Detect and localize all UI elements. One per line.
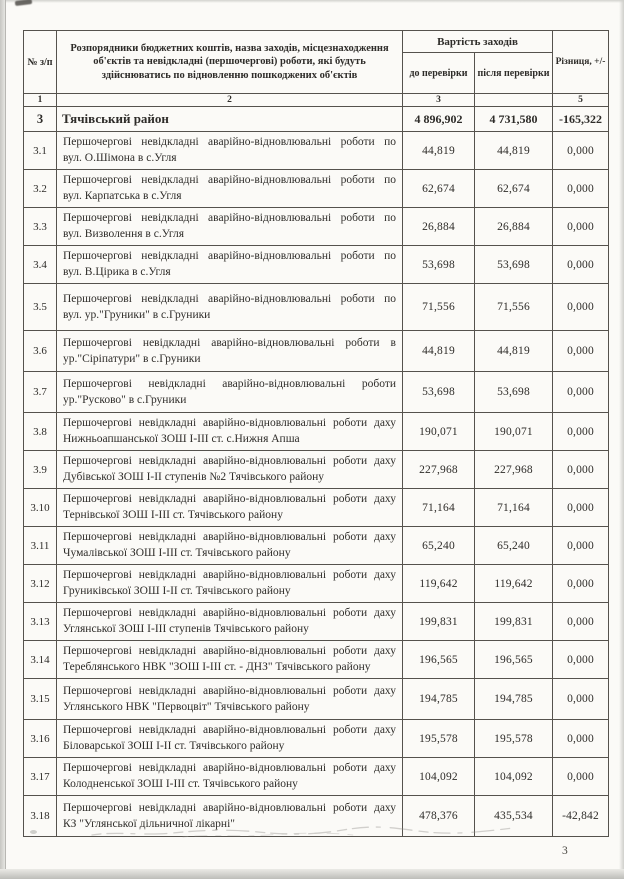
table-row xyxy=(24,372,609,413)
col-index-1: 1 xyxy=(24,94,57,107)
description-line-1: Першочергові невідкладні аварійно-відновлювальні роботи по xyxy=(63,212,396,224)
description-line-1: Першочергові невідкладні аварійно-відновлювальні роботи даху xyxy=(63,801,396,814)
section-difference: -165,322 xyxy=(553,107,609,132)
section-cost-before: 4 896,902 xyxy=(403,107,475,132)
table-row xyxy=(24,720,609,758)
cost-before: 71,164 xyxy=(403,489,475,527)
table-row xyxy=(24,603,609,641)
description-line-2: КЗ "Углянської дільничної лікарні" xyxy=(63,817,235,830)
row-description xyxy=(57,451,403,489)
cost-after: 195,578 xyxy=(475,720,553,758)
description-line-1: Першочергові невідкладні аварійно-відновлювальні роботи даху xyxy=(63,531,396,543)
table-row xyxy=(24,413,609,451)
description-line-2: ур."Русково" в с.Груники xyxy=(63,393,187,406)
header-col-difference: Різниця, +/- xyxy=(553,31,609,94)
row-description xyxy=(57,641,403,679)
row-description xyxy=(57,527,403,565)
row-description xyxy=(57,679,403,720)
cost-after: 104,092 xyxy=(475,758,553,796)
table-row xyxy=(24,489,609,527)
table-row xyxy=(24,758,609,796)
description-line-2: Груниківської ЗОШ І-ІІ ст. Тячівського району xyxy=(63,585,291,597)
description-line-1: Першочергові невідкладні аварійно-відновлювальні роботи по xyxy=(63,250,396,262)
section-number: 3 xyxy=(24,107,57,132)
page-number: 3 xyxy=(562,845,568,857)
cost-before: 119,642 xyxy=(403,565,475,603)
table-row xyxy=(24,170,609,208)
row-index: 3.14 xyxy=(24,641,57,679)
cost-after: 119,642 xyxy=(475,565,553,603)
row-description xyxy=(57,331,403,372)
budget-table xyxy=(23,30,609,837)
difference: 0,000 xyxy=(553,720,609,758)
table-row xyxy=(24,284,609,331)
description-line-1: Першочергові невідкладні аварійно-відновлювальні роботи даху xyxy=(63,645,396,657)
row-index: 3.7 xyxy=(24,372,57,413)
cost-before: 65,240 xyxy=(403,527,475,565)
cost-before: 195,578 xyxy=(403,720,475,758)
cost-before: 71,556 xyxy=(403,284,475,331)
difference: 0,000 xyxy=(553,527,609,565)
cost-after: 71,556 xyxy=(475,284,553,331)
cost-after: 44,819 xyxy=(475,331,553,372)
row-index: 3.10 xyxy=(24,489,57,527)
description-line-2: вул. Визволення в с.Угля xyxy=(63,228,184,240)
difference: 0,000 xyxy=(553,246,609,284)
description-line-1: Першочергові невідкладні аварійно-відновлювальні роботи даху xyxy=(63,569,396,581)
section-title: Тячівський район xyxy=(57,107,403,132)
description-line-1: Першочергові невідкладні аварійно-відновлювальні роботи по xyxy=(63,174,396,186)
row-index: 3.8 xyxy=(24,413,57,451)
header-cost-group: Вартість заходів xyxy=(403,31,553,53)
scan-edge-right xyxy=(619,0,624,879)
difference: 0,000 xyxy=(553,679,609,720)
description-line-1: Першочергові невідкладні аварійно-відновлювальні роботи даху xyxy=(63,684,396,697)
row-description xyxy=(57,284,403,331)
difference: 0,000 xyxy=(553,132,609,170)
description-line-1: Першочергові невідкладні аварійно-відновлювальні роботи по xyxy=(63,136,396,148)
table-row xyxy=(24,208,609,246)
cost-after: 71,164 xyxy=(475,489,553,527)
description-line-2: Углянської ЗОШ І-ІІІ ступенів Тячівського району xyxy=(63,623,309,635)
table-row xyxy=(24,641,609,679)
description-line-1: Першочергові невідкладні аварійно-відновлювальні роботи даху xyxy=(63,455,396,467)
row-index: 3.2 xyxy=(24,170,57,208)
row-description xyxy=(57,720,403,758)
cost-after: 435,534 xyxy=(475,796,553,837)
row-description xyxy=(57,132,403,170)
row-index: 3.16 xyxy=(24,720,57,758)
table-row xyxy=(24,565,609,603)
cost-before: 478,376 xyxy=(403,796,475,837)
description-line-1: Першочергові невідкладні аварійно-відновлювальні роботи даху xyxy=(63,607,396,619)
column-index-row xyxy=(24,94,609,107)
row-index: 3.1 xyxy=(24,132,57,170)
cost-before: 104,092 xyxy=(403,758,475,796)
header-col-num: № з/п xyxy=(24,31,57,94)
description-line-2: Колодненської ЗОШ І-ІІІ ст. Тячівського району xyxy=(63,778,298,790)
difference: 0,000 xyxy=(553,331,609,372)
difference: 0,000 xyxy=(553,284,609,331)
difference: 0,000 xyxy=(553,758,609,796)
difference: 0,000 xyxy=(553,565,609,603)
cost-before: 53,698 xyxy=(403,246,475,284)
scan-smudge-dot xyxy=(30,830,37,834)
scan-corner-mark xyxy=(15,0,32,6)
row-index: 3.12 xyxy=(24,565,57,603)
table-row xyxy=(24,527,609,565)
header-col-after: після перевірки xyxy=(475,53,553,94)
col-index-3: 3 xyxy=(403,94,475,107)
description-line-2: Чумалівської ЗОШ І-ІІІ ст. Тячівського району xyxy=(63,547,291,559)
description-line-1: Першочергові невідкладні аварійно-відновлювальні роботи даху xyxy=(63,724,396,736)
row-index: 3.3 xyxy=(24,208,57,246)
table-row xyxy=(24,331,609,372)
row-description xyxy=(57,372,403,413)
description-line-2: Углянського НВК "Первоцвіт" Тячівського району xyxy=(63,700,310,713)
cost-after: 44,819 xyxy=(475,132,553,170)
row-index: 3.11 xyxy=(24,527,57,565)
cost-before: 26,884 xyxy=(403,208,475,246)
description-line-1: Першочергові невідкладні аварійно-відновлювальні роботи даху xyxy=(63,493,396,505)
row-description xyxy=(57,565,403,603)
description-line-2: вул. ур."Груники" в с.Груники xyxy=(63,308,211,321)
scan-edge-bottom xyxy=(0,869,624,879)
scan-edge-line xyxy=(5,0,6,879)
row-index: 3.13 xyxy=(24,603,57,641)
cost-after: 62,674 xyxy=(475,170,553,208)
row-description xyxy=(57,758,403,796)
cost-after: 53,698 xyxy=(475,246,553,284)
table-row xyxy=(24,246,609,284)
description-line-1: Першочергові невідкладні аварійно-відновлювальні роботи даху xyxy=(63,762,396,774)
cost-before: 199,831 xyxy=(403,603,475,641)
section-cost-after: 4 731,580 xyxy=(475,107,553,132)
row-index: 3.17 xyxy=(24,758,57,796)
table-row xyxy=(24,132,609,170)
difference: 0,000 xyxy=(553,641,609,679)
cost-after: 53,698 xyxy=(475,372,553,413)
description-line-1: Першочергові невідкладні аварійно-відновлювальні роботи по xyxy=(63,292,396,305)
difference: -42,842 xyxy=(553,796,609,837)
row-index: 3.9 xyxy=(24,451,57,489)
description-line-2: Нижньоапшанської ЗОШ І-ІІІ ст. с.Нижня Апша xyxy=(63,433,300,445)
cost-after: 199,831 xyxy=(475,603,553,641)
row-description xyxy=(57,413,403,451)
scan-edge-top xyxy=(0,0,624,3)
cost-before: 44,819 xyxy=(403,331,475,372)
header-row-1 xyxy=(24,31,609,53)
row-index: 3.15 xyxy=(24,679,57,720)
row-description xyxy=(57,208,403,246)
description-line-2: Дубівської ЗОШ І-ІІ ступенів №2 Тячівського району xyxy=(63,471,325,483)
pencil-smudge xyxy=(88,823,518,841)
header-col-description: Розпорядники бюджетних коштів, назва заходів, місцезнаходження об'єктів та невідкладні (першочергові) роботи, які будуть здійснюватись по відновленню пошкоджених об'єктів xyxy=(57,31,403,94)
description-line-2: Біловарської ЗОШ І-ІІ ст. Тячівського району xyxy=(63,740,285,752)
cost-before: 227,968 xyxy=(403,451,475,489)
cost-before: 196,565 xyxy=(403,641,475,679)
description-line-2: вул. О.Шімона в с.Угля xyxy=(63,152,177,164)
row-description xyxy=(57,489,403,527)
col-index-5: 5 xyxy=(553,94,609,107)
description-line-1: Першочергові невідкладні аварійно-відновлювальні роботи xyxy=(63,377,396,390)
row-index: 3.18 xyxy=(24,796,57,837)
table-row xyxy=(24,451,609,489)
cost-before: 44,819 xyxy=(403,132,475,170)
row-index: 3.5 xyxy=(24,284,57,331)
description-line-1: Першочергові невідкладні аварійно-відновлювальні роботи даху xyxy=(63,417,396,429)
row-description xyxy=(57,246,403,284)
difference: 0,000 xyxy=(553,372,609,413)
description-line-2: вул. Карпатська в с.Угля xyxy=(63,190,182,202)
difference: 0,000 xyxy=(553,413,609,451)
cost-before: 190,071 xyxy=(403,413,475,451)
col-index-4 xyxy=(475,94,553,107)
description-line-2: ур."Сіріпатури" в с.Груники xyxy=(63,352,201,365)
header-col-before: до перевірки xyxy=(403,53,475,94)
description-line-2: Тереблянського НВК "ЗОШ І-ІІІ ст. - ДНЗ" Тячівського району xyxy=(63,661,371,673)
description-line-2: вул. В.Цірика в с.Угля xyxy=(63,266,171,278)
cost-after: 227,968 xyxy=(475,451,553,489)
cost-after: 26,884 xyxy=(475,208,553,246)
cost-before: 194,785 xyxy=(403,679,475,720)
col-index-2: 2 xyxy=(57,94,403,107)
row-description xyxy=(57,603,403,641)
description-line-1: Першочергові невідкладні аварійно-відновлювальні роботи в xyxy=(63,336,396,349)
difference: 0,000 xyxy=(553,208,609,246)
cost-after: 196,565 xyxy=(475,641,553,679)
cost-after: 65,240 xyxy=(475,527,553,565)
row-index: 3.4 xyxy=(24,246,57,284)
row-description xyxy=(57,170,403,208)
difference: 0,000 xyxy=(553,451,609,489)
difference: 0,000 xyxy=(553,603,609,641)
cost-after: 190,071 xyxy=(475,413,553,451)
difference: 0,000 xyxy=(553,489,609,527)
description-line-2: Тернівської ЗОШ І-ІІІ ст. Тячівського району xyxy=(63,509,283,521)
section-row xyxy=(24,107,609,132)
row-index: 3.6 xyxy=(24,331,57,372)
table-row xyxy=(24,679,609,720)
cost-before: 53,698 xyxy=(403,372,475,413)
difference: 0,000 xyxy=(553,170,609,208)
cost-after: 194,785 xyxy=(475,679,553,720)
cost-before: 62,674 xyxy=(403,170,475,208)
